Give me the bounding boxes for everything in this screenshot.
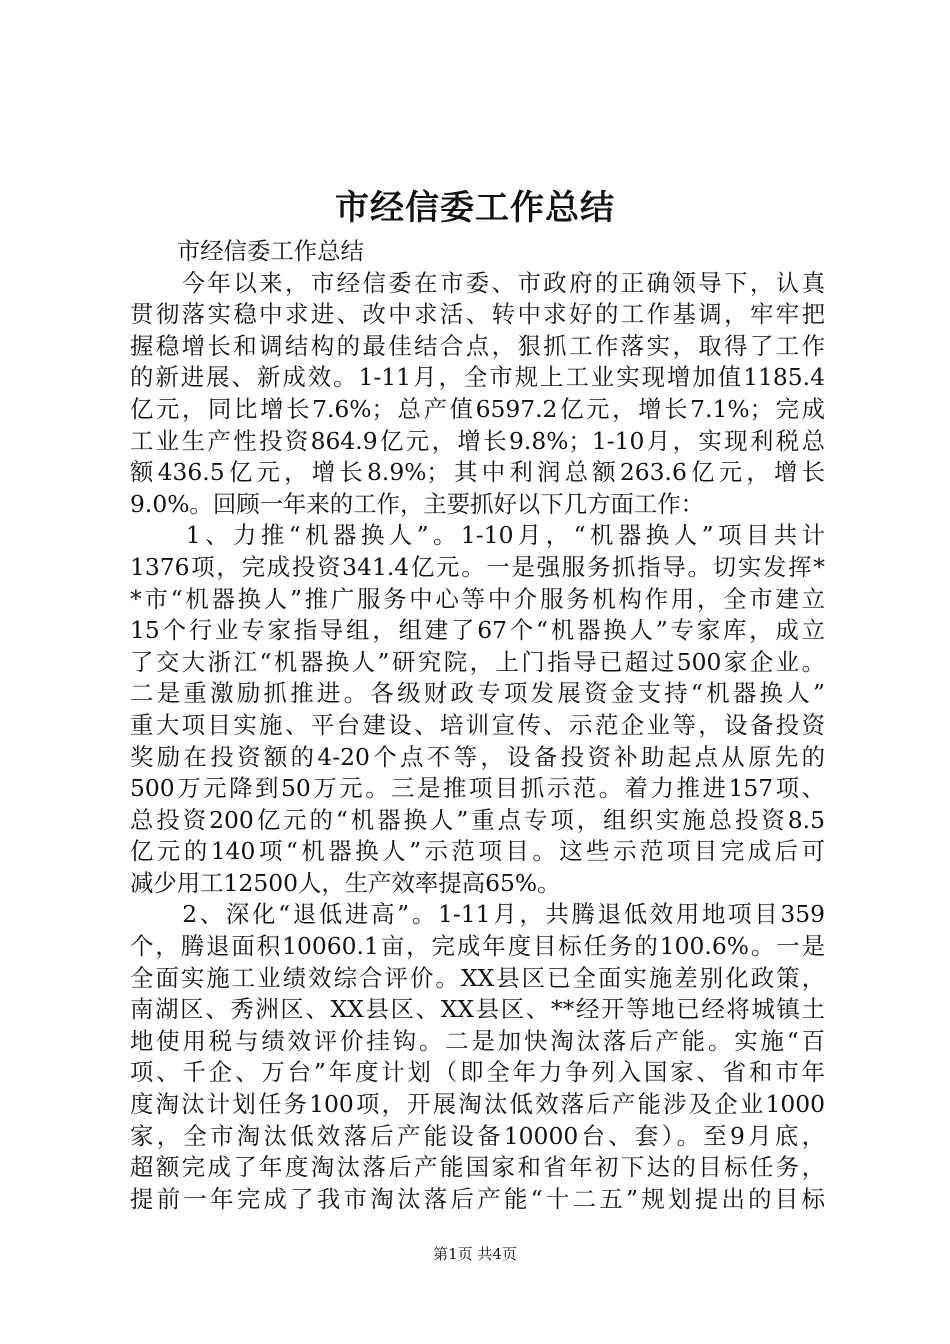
paragraph-line: 了交大浙江“机器换人”研究院，上门指导已超过500家企业。 — [130, 647, 825, 676]
paragraph-line: 奖励在投资额的4-20个点不等，设备投资补助起点从原先的 — [130, 742, 825, 771]
paragraph-line: 握稳增长和调结构的最佳结合点，狠抓工作落实，取得了工作 — [130, 331, 825, 360]
paragraph-line: 南湖区、秀洲区、XX县区、XX县区、**经开等地已经将城镇土 — [130, 995, 825, 1024]
page-number-footer: 第1页 共4页 — [433, 1245, 517, 1263]
paragraph-line: 度淘汰计划任务100项，开展淘汰低效落后产能涉及企业1000 — [130, 1090, 825, 1119]
paragraph-line: 项、千企、万台”年度计划（即全年力争列入国家、省和市年 — [130, 1058, 825, 1087]
paragraph-line: 重大项目实施、平台建设、培训宣传、示范企业等，设备投资 — [130, 710, 825, 739]
paragraph-line: 总投资200亿元的“机器换人”重点专项，组织实施总投资8.5 — [130, 805, 825, 834]
paragraph-line: 1376项，完成投资341.4亿元。一是强服务抓指导。切实发挥* — [130, 552, 825, 581]
paragraph-line: 亿元，同比增长7.6%；总产值6597.2亿元，增长7.1%；完成 — [130, 394, 825, 423]
document-body — [130, 236, 825, 1215]
paragraph-line: 提前一年完成了我市淘汰落后产能“十二五”规划提出的目标 — [130, 1184, 825, 1213]
document-title: 市经信委工作总结 — [335, 188, 615, 228]
paragraph-line: 全面实施工业绩效综合评价。XX县区已全面实施差别化政策， — [130, 963, 825, 992]
paragraph-line: 二是重激励抓推进。各级财政专项发展资金支持“机器换人” — [130, 679, 825, 708]
subtitle-line: 市经信委工作总结 — [130, 237, 364, 265]
paragraph-line: 额436.5亿元，增长8.9%；其中利润总额263.6亿元，增长 — [130, 458, 825, 487]
paragraph-line: 减少用工12500人，生产效率提高65%。 — [130, 868, 561, 897]
paragraph-line: 的新进展、新成效。1-11月，全市规上工业实现增加值1185.4 — [130, 363, 825, 392]
paragraph-line: 1、力推“机器换人”。1-10月，“机器换人”项目共计 — [130, 521, 825, 550]
paragraph-line: 9.0%。回顾一年来的工作，主要抓好以下几方面工作： — [130, 489, 705, 518]
paragraph-line: 亿元的140项“机器换人”示范项目。这些示范项目完成后可 — [130, 837, 825, 866]
paragraph-line: 工业生产性投资864.9亿元，增长9.8%；1-10月，实现利税总 — [130, 426, 825, 455]
paragraph-line: 家，全市淘汰低效落后产能设备10000台、套）。至9月底， — [130, 1121, 825, 1150]
paragraph-line: 15个行业专家指导组，组建了67个“机器换人”专家库，成立 — [130, 616, 825, 645]
paragraph-line: 个，腾退面积10060.1亩，完成年度目标任务的100.6%。一是 — [130, 932, 825, 961]
paragraph-line: 今年以来，市经信委在市委、市政府的正确领导下，认真 — [130, 268, 825, 297]
paragraph-line: 地使用税与绩效评价挂钩。二是加快淘汰落后产能。实施“百 — [130, 1026, 825, 1055]
paragraph-line: *市“机器换人”推广服务中心等中介服务机构作用，全市建立 — [130, 584, 825, 613]
paragraph-line: 500万元降到50万元。三是推项目抓示范。着力推进157项、 — [130, 774, 825, 803]
paragraph-line: 超额完成了年度淘汰落后产能国家和省年初下达的目标任务， — [130, 1153, 825, 1182]
paragraph-line: 贯彻落实稳中求进、改中求活、转中求好的工作基调，牢牢把 — [130, 300, 825, 329]
paragraph-line: 2、深化“退低进高”。1-11月，共腾退低效用地项目359 — [130, 900, 825, 929]
